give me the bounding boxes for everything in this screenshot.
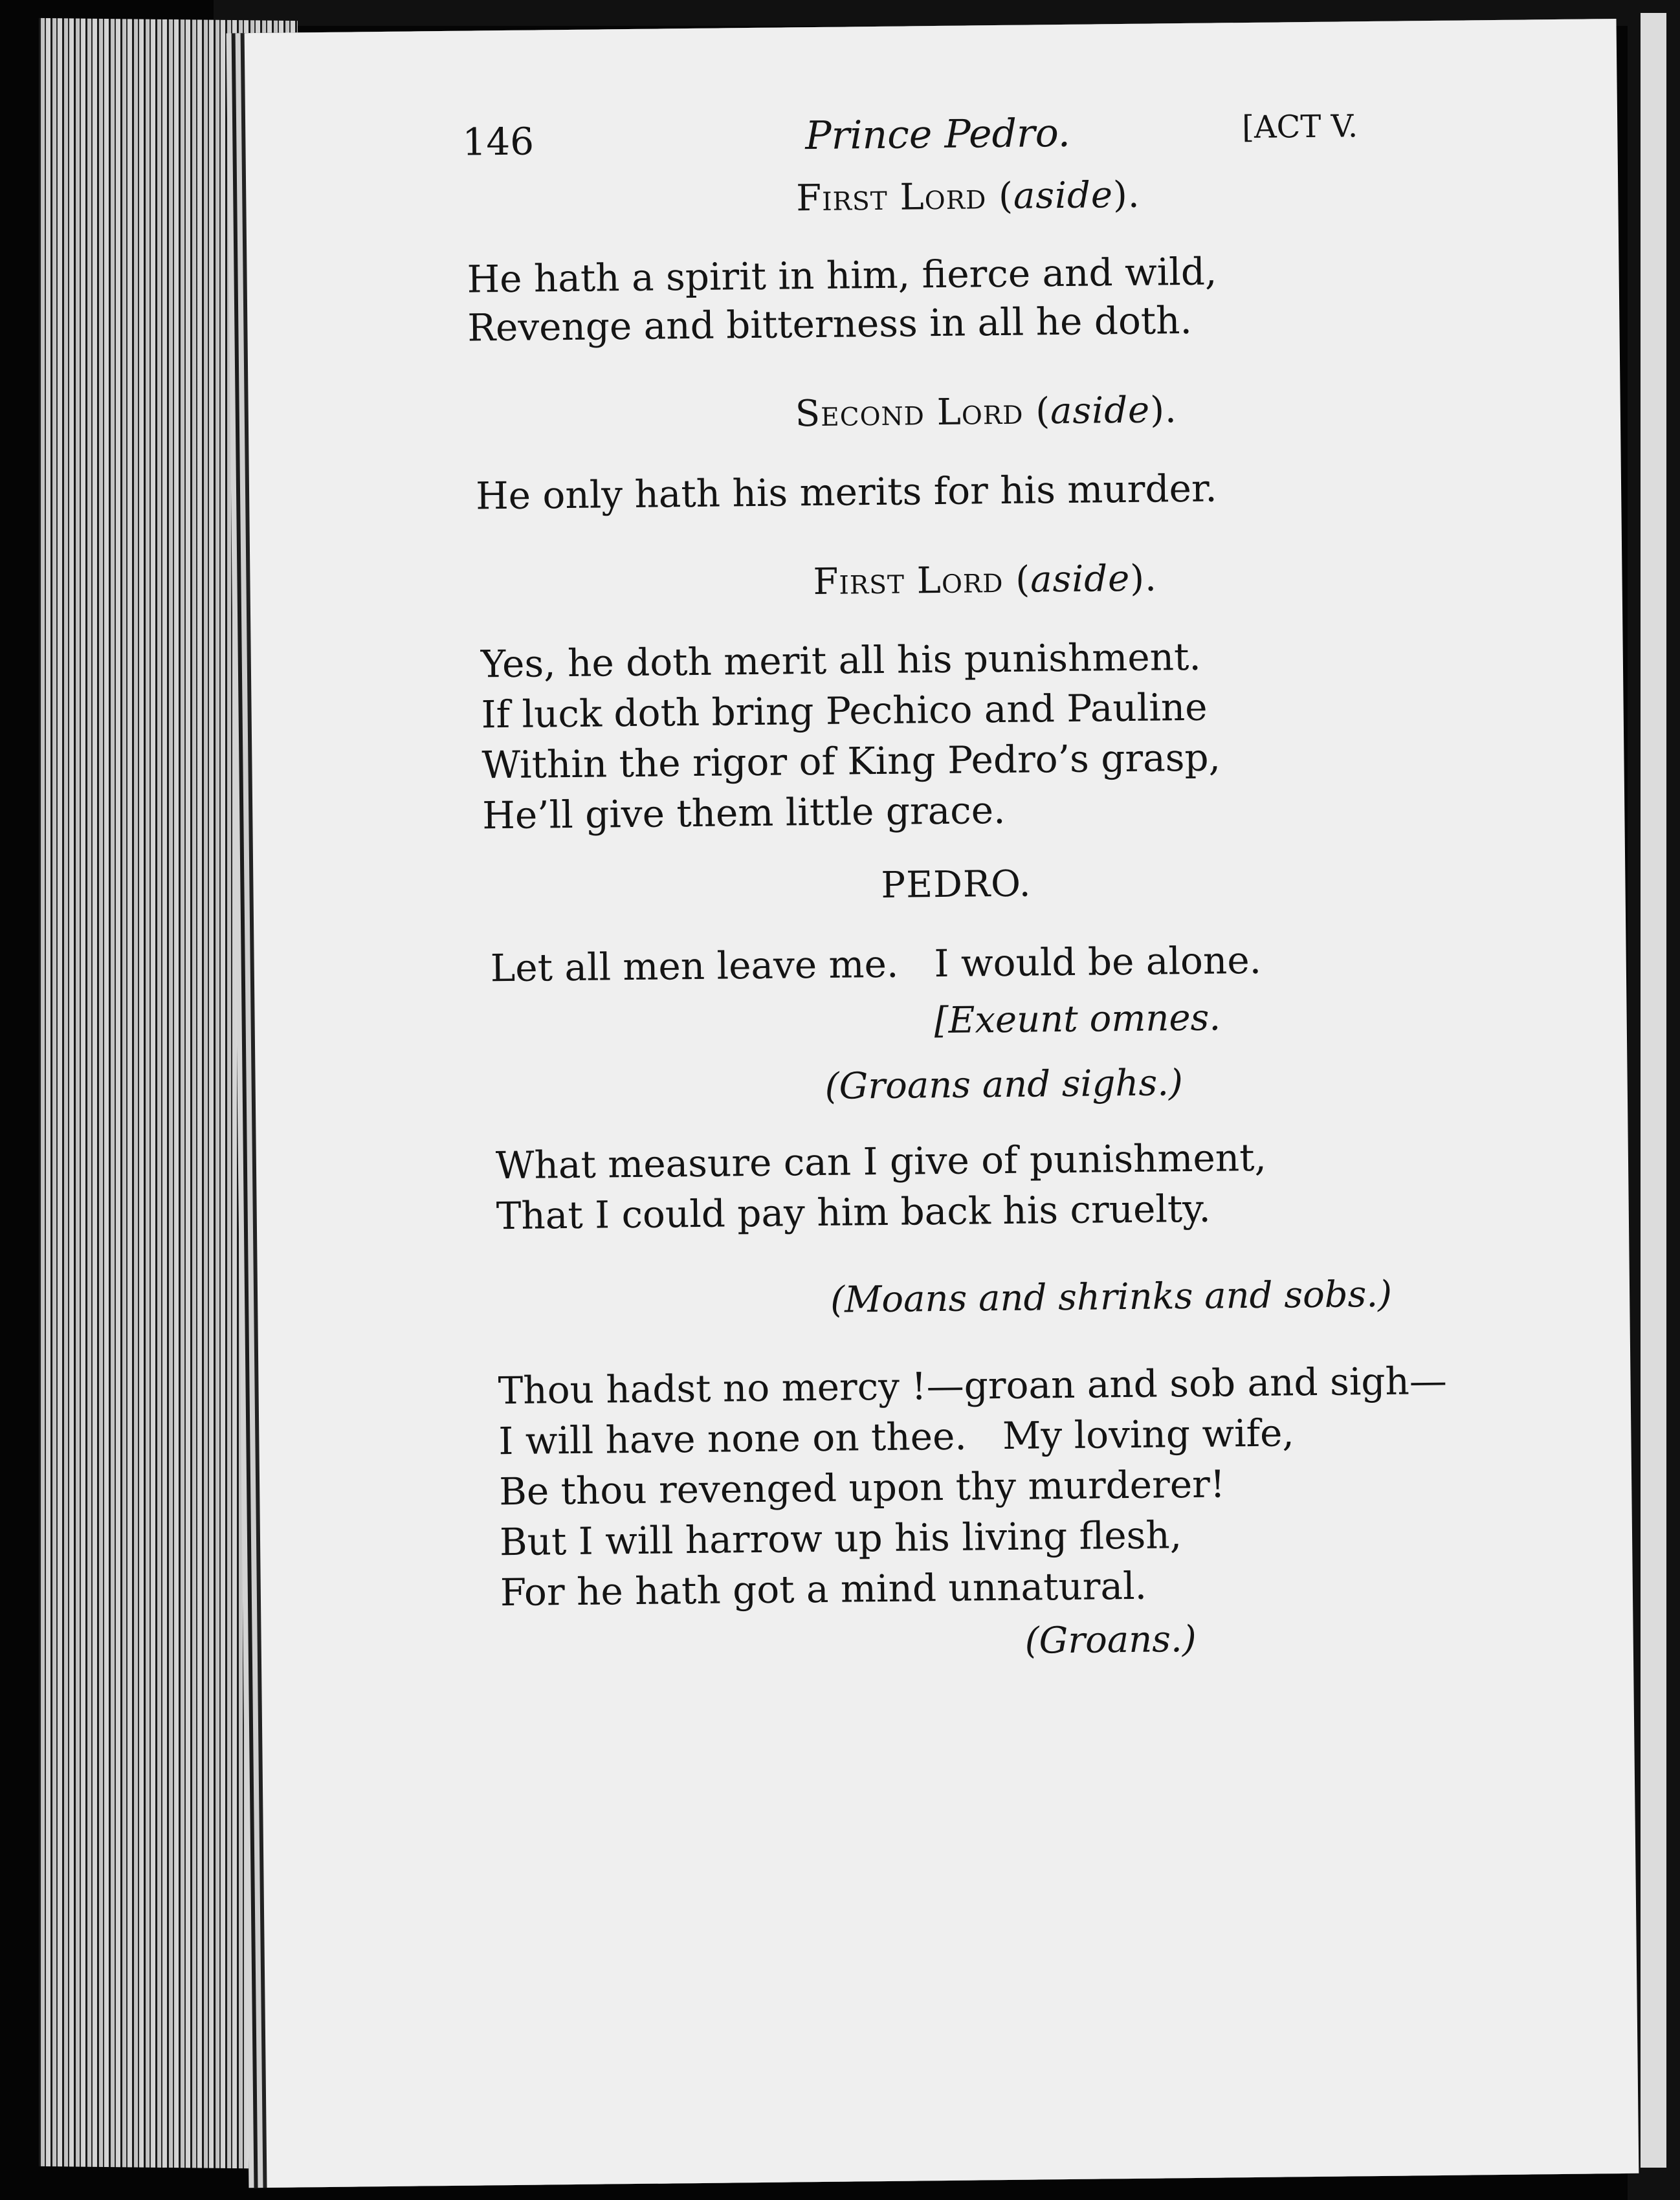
verse-line: I will have none on thee. My loving wife, — [498, 1411, 1295, 1464]
stage-direction: (Groans and sighs.) — [824, 1062, 1184, 1108]
speaker-direction: aside — [1013, 174, 1114, 217]
stage-direction: [Exeunt omnes. — [934, 996, 1221, 1042]
stage-direction: (Moans and shrinks and sobs.) — [830, 1273, 1393, 1321]
verse-line: Let all men leave me. I would be alone. — [490, 938, 1262, 991]
verse-line: Thou hadst no mercy !—groan and sob and sigh— — [498, 1358, 1448, 1413]
verse-line: He hath a spirit in him, fierce and wild, — [467, 249, 1217, 302]
verse-line: Within the rigor of King Pedro’s grasp, — [481, 735, 1221, 787]
verse-line: He only hath his merits for his murder. — [475, 466, 1218, 518]
verse-line: Be thou revenged upon thy murderer! — [498, 1462, 1226, 1514]
speaker-direction: aside — [1030, 557, 1131, 601]
act-label: [ACT V. — [1241, 108, 1358, 146]
stage-direction: (Groans.) — [1024, 1618, 1197, 1662]
speaker-heading: First Lord (aside). — [813, 557, 1158, 604]
verse-line: For he hath got a mind unnatural. — [500, 1563, 1147, 1615]
verse-line: Yes, he doth merit all his punishment. — [480, 634, 1202, 687]
speaker-name: First Lord — [813, 558, 1004, 604]
speaker-heading: First Lord (aside). — [796, 173, 1140, 220]
speaker-name: Second Lord — [795, 390, 1024, 435]
facing-page-edge — [1641, 13, 1666, 2168]
speaker-direction: aside — [1050, 389, 1151, 433]
verse-line: What measure can I give of punishment, — [495, 1135, 1267, 1188]
verse-line: That I could pay him back his cruelty. — [496, 1186, 1211, 1238]
speaker-name: First Lord — [796, 175, 987, 220]
book-page — [245, 19, 1639, 2188]
page-number: 146 — [462, 119, 535, 164]
running-title: Prince Pedro. — [804, 110, 1071, 159]
speaker-heading: PEDRO. — [881, 863, 1032, 907]
speaker-heading: Second Lord (aside). — [795, 389, 1178, 435]
verse-line: Revenge and bitterness in all he doth. — [467, 298, 1193, 350]
verse-line: But I will harrow up his living flesh, — [499, 1513, 1182, 1565]
verse-line: He’ll give them little grace. — [481, 787, 1006, 838]
verse-line: If luck doth bring Pechico and Pauline — [481, 685, 1208, 737]
